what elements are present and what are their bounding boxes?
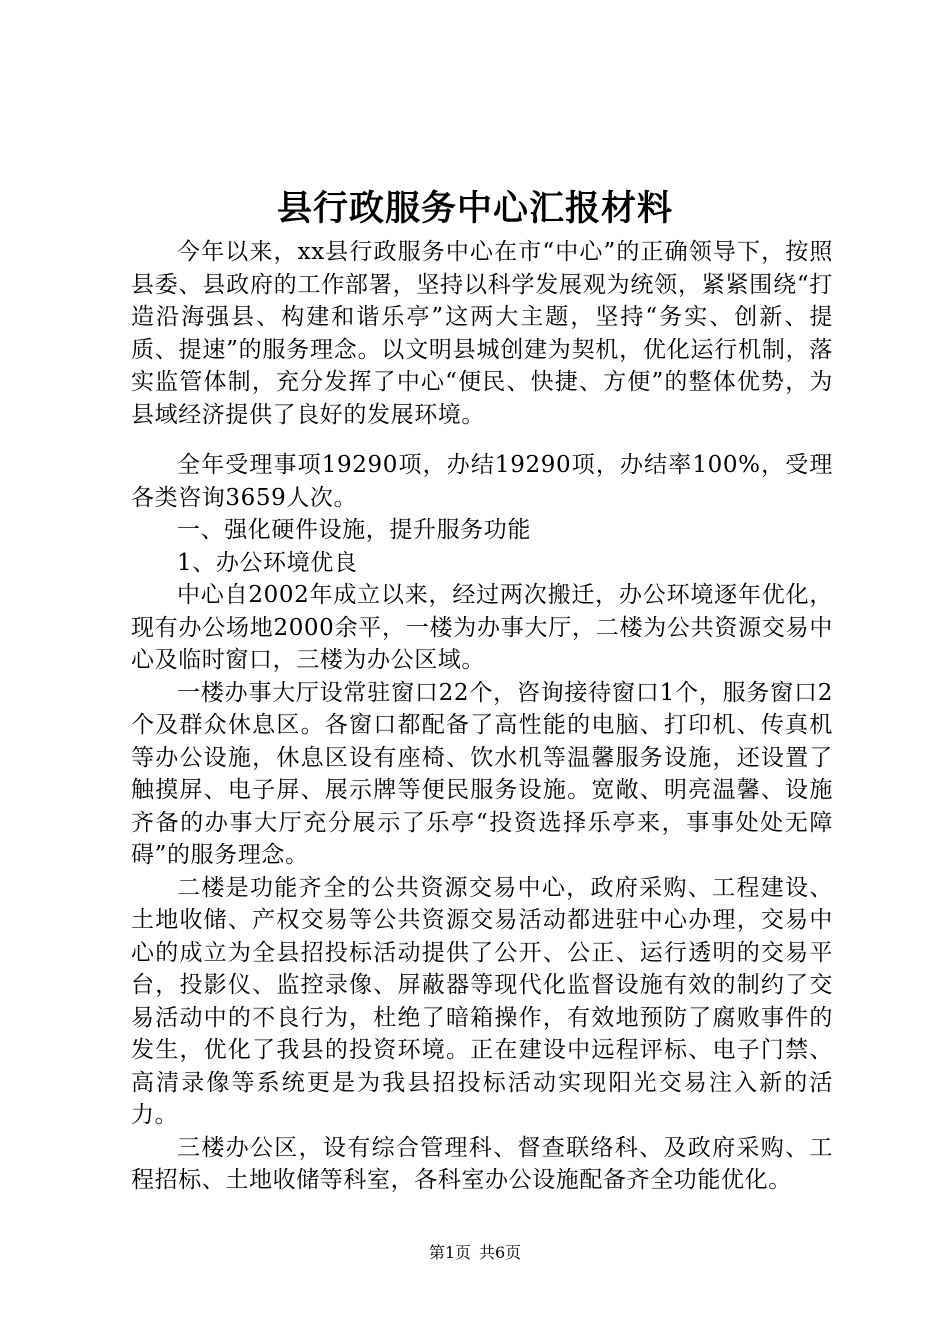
page-footer xyxy=(0,1242,950,1264)
paragraph-office-environment: 中心自2002年成立以来，经过两次搬迁，办公环境逐年优化，现有办公场地2000余平，一楼为办事大厅，二楼为公共资源交易中心及临时窗口，三楼为办公区域。 xyxy=(131,582,833,673)
paragraph-third-floor: 三楼办公区，设有综合管理科、督查联络科、及政府采购、工程招标、土地收储等科室，各科室办公设施配备齐全功能优化。 xyxy=(131,1134,833,1193)
section-heading: 一、强化硬件设施，提升服务功能 xyxy=(177,517,531,543)
page-title: 县行政服务中心汇报材料 xyxy=(276,188,673,229)
subsection-heading: 1、办公环境优良 xyxy=(177,549,358,576)
document-body xyxy=(131,236,833,1197)
paragraph-second-floor: 二楼是功能齐全的公共资源交易中心，政府采购、工程建设、土地收储、产权交易等公共资源交易活动都进驻中心办理，交易中心的成立为全县招投标活动提供了公开、公正、运行透明的交易平台，投影仪、监控录像、屏蔽器等现代化监督设施有效的制约了交易活动中的不良行为，杜绝了暗箱操作，有效地预防了腐败事件的发生，优化了我县的投资环境。正在建设中远程评标、电子门禁、高清录像等系统更是为我县招投标活动实现阳光交易注入新的活力。 xyxy=(131,874,833,1128)
page-number: 第1页 xyxy=(428,1243,471,1262)
paragraph-statistics: 全年受理事项19290项，办结19290项，办结率100%，受理各类咨询3659人次。 xyxy=(131,452,833,511)
paragraph-first-floor: 一楼办事大厅设常驻窗口22个，咨询接待窗口1个，服务窗口2个及群众休息区。各窗口都配备了高性能的电脑、打印机、传真机等办公设施，休息区设有座椅、饮水机等温馨服务设施，还设置了触摸屏、电子屏、展示牌等便民服务设施。宽敞、明亮温馨、设施齐备的办事大厅充分展示了乐亭“投资选择乐亭来，事事处处无障碍”的服务理念。 xyxy=(131,679,833,868)
paragraph-intro: 今年以来，xx县行政服务中心在市“中心”的正确领导下，按照县委、县政府的工作部署，坚持以科学发展观为统领，紧紧围绕“打造沿海强县、构建和谐乐亭”这两大主题，坚持“务实、创新、提质、提速”的服务理念。以文明县城创建为契机，优化运行机制，落实监管体制，充分发挥了中心“便民、快捷、方便”的整体优势，为县域经济提供了良好的发展环境。 xyxy=(131,239,833,428)
page-total: 共6页 xyxy=(479,1243,522,1262)
